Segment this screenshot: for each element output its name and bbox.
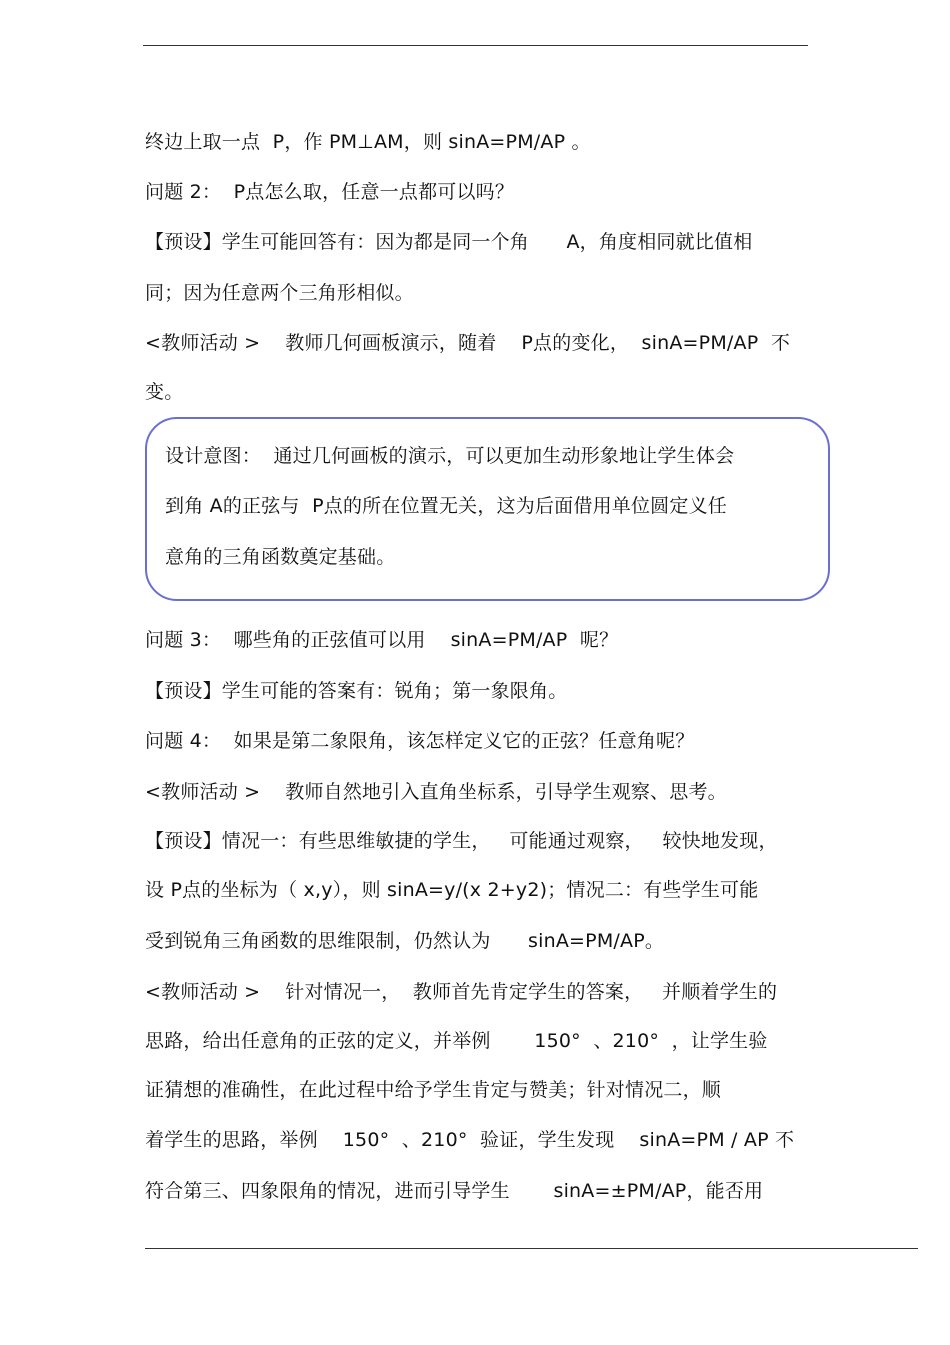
footer-rule: [145, 1248, 918, 1249]
teacher-activity-line-2: 变。: [145, 381, 184, 403]
teacher-activity-line-1: <教师活动 > 教师几何画板演示，随着 P点的变化， sinA=PM/AP 不: [145, 332, 791, 354]
preset-cases-line-2: 设 P点的坐标为（ x,y），则 sinA=y/(x 2+y2)；情况二：有些学生可能: [145, 879, 759, 901]
paragraph-line-1: 终边上取一点 P，作 PM⊥AM，则 sinA=PM/AP 。: [145, 131, 591, 153]
preset-answer-line-1: 【预设】学生可能回答有：因为都是同一个角 A，角度相同就比值相: [145, 231, 753, 253]
teacher-activity-3-line-1: <教师活动 > 针对情况一， 教师首先肯定学生的答案， 并顺着学生的: [145, 981, 778, 1003]
teacher-activity-3-line-5: 符合第三、四象限角的情况，进而引导学生 sinA=±PM/AP，能否用: [145, 1180, 764, 1202]
preset-answer-line-2: 同；因为任意两个三角形相似。: [145, 282, 414, 304]
problem-2-line: 问题 2： P点怎么取，任意一点都可以吗？: [145, 181, 515, 203]
problem-4-line: 问题 4： 如果是第二象限角，该怎样定义它的正弦？任意角呢？: [145, 730, 695, 752]
design-intent-line-1: 设计意图： 通过几何画板的演示，可以更加生动形象地让学生体会: [165, 445, 735, 467]
teacher-activity-3-line-4: 着学生的思路，举例 150° 、210° 验证，学生发现 sinA=PM / AP 不: [145, 1129, 795, 1151]
teacher-activity-3-line-3: 证猜想的准确性，在此过程中给予学生肯定与赞美；针对情况二，顺: [145, 1079, 722, 1101]
header-rule: [143, 45, 808, 46]
teacher-activity-3-line-2: 思路，给出任意角的正弦的定义，并举例 150° 、210° ，让学生验: [145, 1030, 768, 1052]
design-intent-line-3: 意角的三角函数奠定基础。: [165, 546, 396, 568]
teacher-activity-2-line: <教师活动 > 教师自然地引入直角坐标系，引导学生观察、思考。: [145, 781, 727, 803]
design-intent-line-2: 到角 A的正弦与 P点的所在位置无关，这为后面借用单位圆定义任: [165, 495, 727, 517]
problem-3-line: 问题 3： 哪些角的正弦值可以用 sinA=PM/AP 呢？: [145, 629, 619, 651]
preset-cases-line-3: 受到锐角三角函数的思维限制，仍然认为 sinA=PM/AP。: [145, 930, 665, 952]
preset-answer-3-line: 【预设】学生可能的答案有：锐角；第一象限角。: [145, 680, 568, 702]
preset-cases-line-1: 【预设】情况一：有些思维敏捷的学生， 可能通过观察， 较快地发现，: [145, 830, 778, 852]
